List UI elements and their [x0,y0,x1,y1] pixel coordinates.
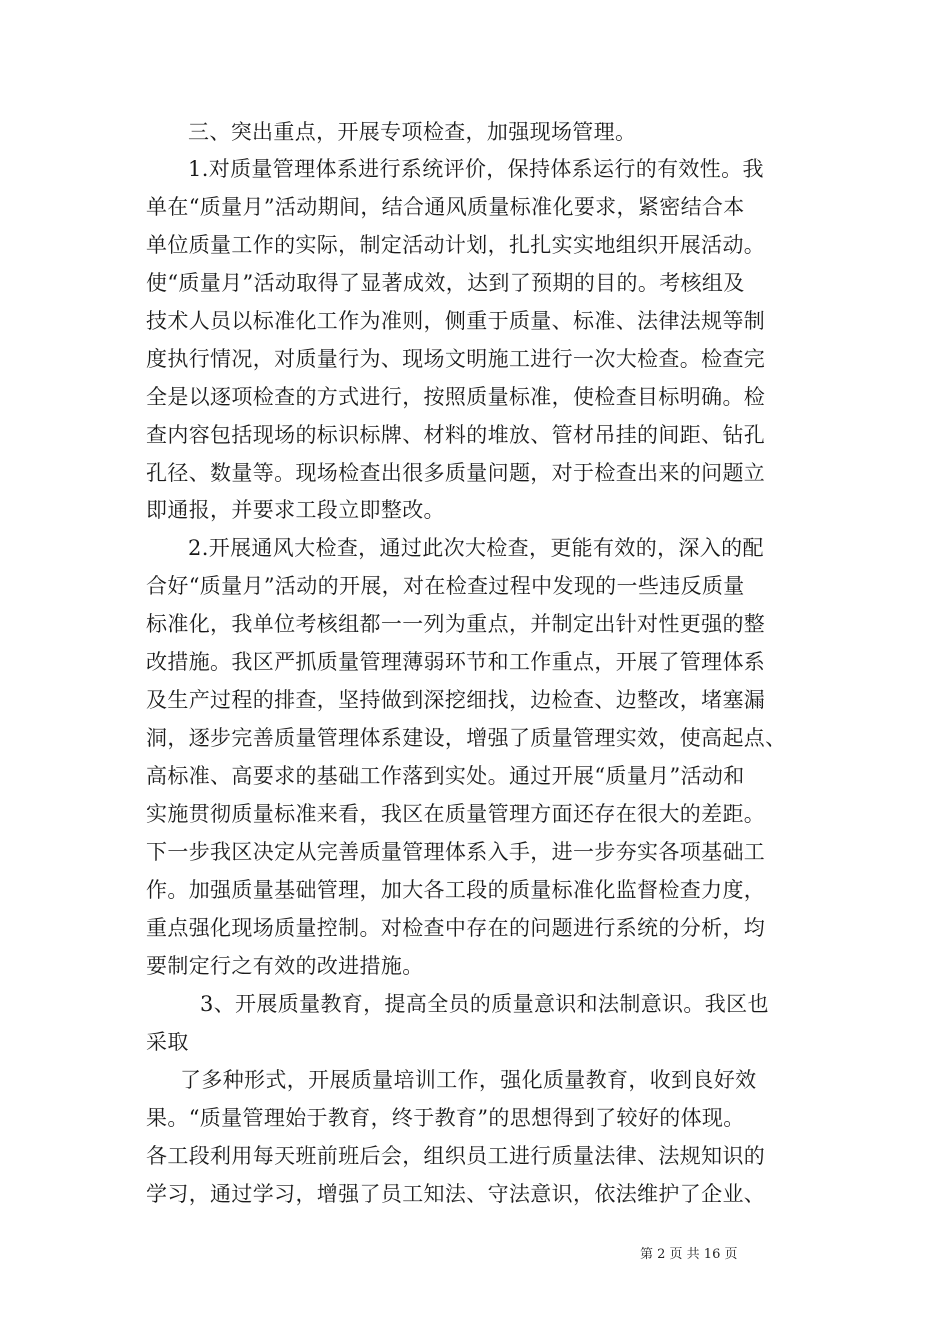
text-line: 果。“质量管理始于教育，终于教育”的思想得到了较好的体现。 [146,1106,745,1130]
text-line: 改措施。我区严抓质量管理薄弱环节和工作重点，开展了管理体系 [146,650,766,674]
text-line: 作。加强质量基础管理，加大各工段的质量标准化监督检查力度， [146,878,766,902]
text-line: 2.开展通风大检查，通过此次大检查，更能有效的，深入的配 [188,536,764,560]
text-line: 重点强化现场质量控制。对检查中存在的问题进行系统的分析，均 [146,916,766,940]
text-line: 高标准、高要求的基础工作落到实处。通过开展“质量月”活动和 [146,764,745,788]
text-line: 1.对质量管理体系进行系统评价，保持体系运行的有效性。我 [188,157,764,181]
text-line: 实施贯彻质量标准来看，我区在质量管理方面还存在很大的差距。 [146,802,766,826]
text-line: 3、开展质量教育，提高全员的质量意识和法制意识。我区也 [200,992,769,1016]
text-line: 全是以逐项检查的方式进行，按照质量标准，使检查目标明确。检 [146,385,766,409]
text-line: 使“质量月”活动取得了显著成效，达到了预期的目的。考核组及 [146,271,745,295]
section-heading: 三、突出重点，开展专项检查，加强现场管理。 [188,120,637,144]
text-line: 及生产过程的排查，坚持做到深挖细找，边检查、边整改，堵塞漏 [146,688,766,712]
text-line: 洞，逐步完善质量管理体系建设，增强了质量管理实效，使高起点、 [146,726,787,750]
text-line: 合好“质量月”活动的开展，对在检查过程中发现的一些违反质量 [146,574,745,598]
text-line: 标准化，我单位考核组都一一列为重点，并制定出针对性更强的整 [146,612,766,636]
text-line: 各工段利用每天班前班后会，组织员工进行质量法律、法规知识的 [146,1144,766,1168]
text-line: 技术人员以标准化工作为准则，侧重于质量、标准、法律法规等制 [146,309,766,333]
page-number: 第 2 页 共 16 页 [640,1247,738,1262]
text-line: 采取 [146,1030,189,1054]
text-line: 下一步我区决定从完善质量管理体系入手，进一步夯实各项基础工 [146,840,766,864]
text-line: 学习，通过学习，增强了员工知法、守法意识，依法维护了企业、 [146,1182,766,1206]
text-line: 单在“质量月”活动期间，结合通风质量标准化要求，紧密结合本 [146,195,745,219]
text-line: 度执行情况，对质量行为、现场文明施工进行一次大检查。检查完 [146,347,766,371]
text-line: 要制定行之有效的改进措施。 [146,954,424,978]
text-line: 单位质量工作的实际，制定活动计划，扎扎实实地组织开展活动。 [146,233,766,257]
text-line: 了多种形式，开展质量培训工作，强化质量教育，收到良好效 [180,1068,757,1092]
text-line: 孔径、数量等。现场检查出很多质量问题，对于检查出来的问题立 [146,461,766,485]
text-line: 查内容包括现场的标识标牌、材料的堆放、管材吊挂的间距、钻孔 [146,423,766,447]
text-line: 即通报，并要求工段立即整改。 [146,498,445,522]
